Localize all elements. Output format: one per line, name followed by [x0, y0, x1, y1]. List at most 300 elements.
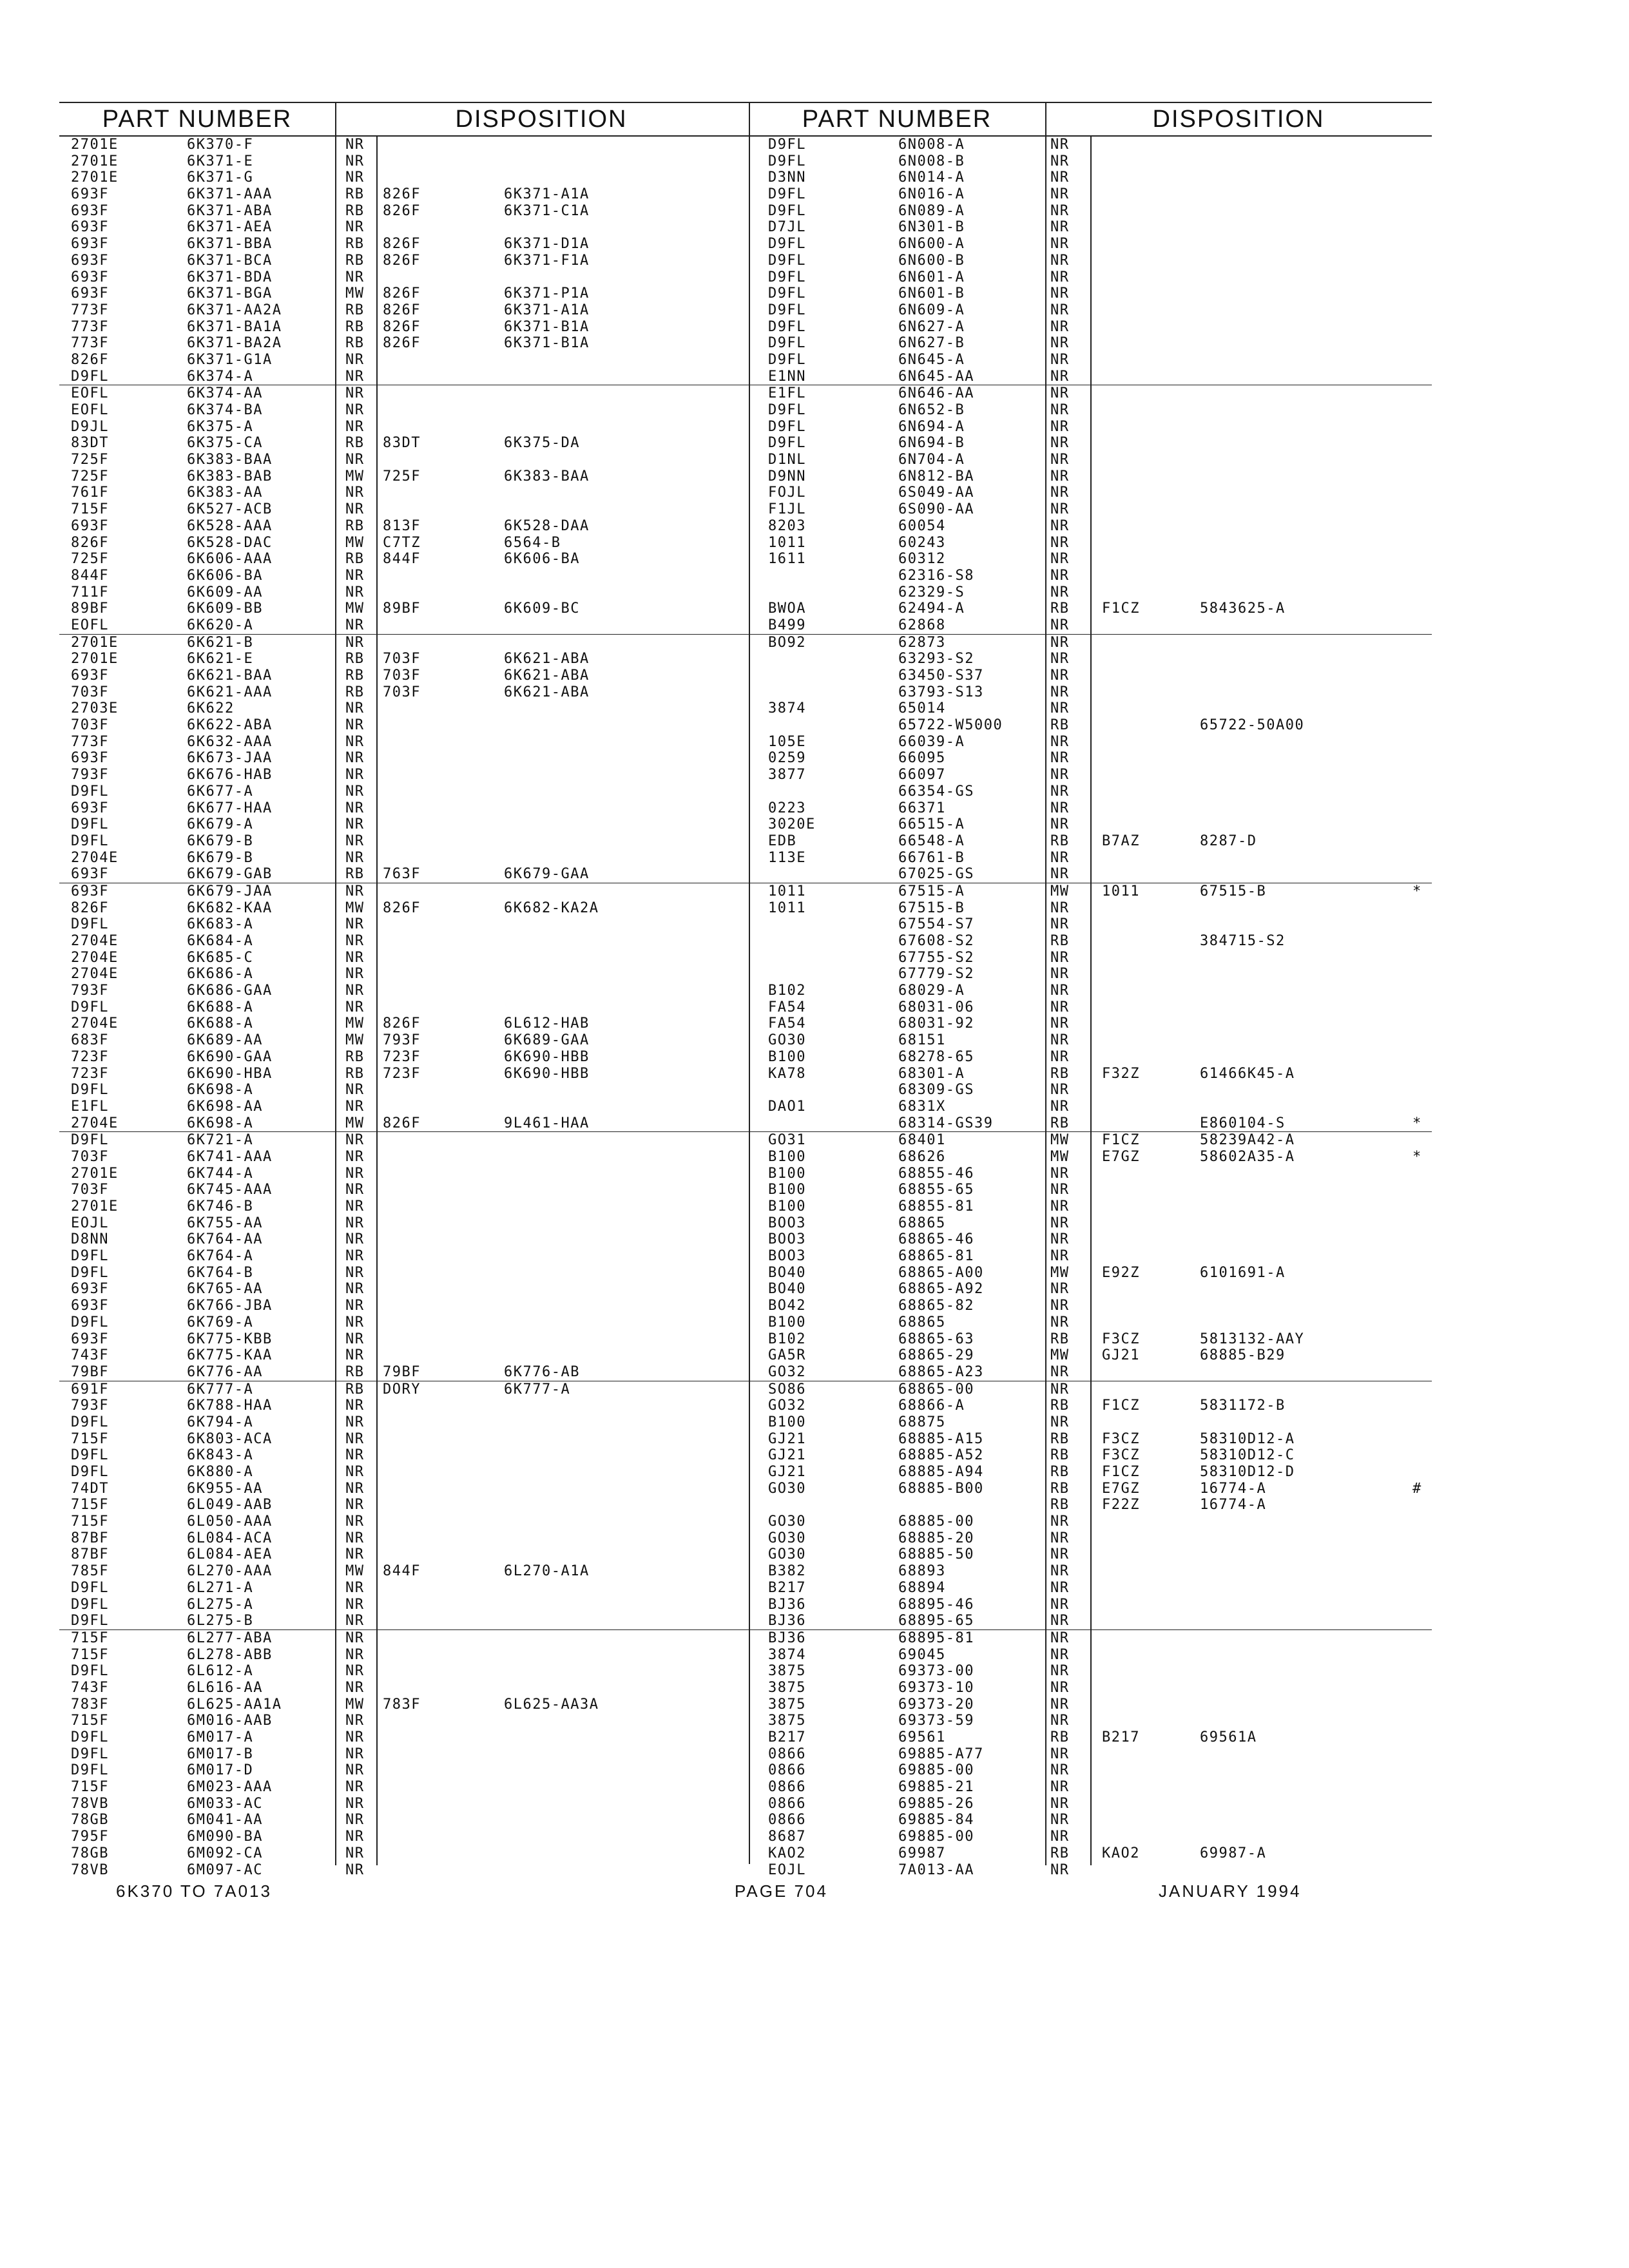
disposition-cell: NR: [1050, 269, 1070, 285]
disposition-cell: NR: [345, 966, 365, 983]
part-number-cell: 68865-29: [898, 1347, 974, 1364]
disposition-cell: NR: [345, 137, 365, 153]
prefix-cell: D9FL: [71, 1745, 109, 1762]
part-number-cell: 6K622-ABA: [187, 717, 273, 734]
part-number-cell: 69885-A77: [898, 1745, 984, 1762]
prefix-cell: BJ36: [768, 1613, 806, 1629]
part-number-cell: 67515-A: [898, 883, 965, 899]
prefix-cell: 693F: [71, 186, 109, 203]
part-number-cell: 6M016-AAB: [187, 1713, 273, 1729]
part-number-heading: PART NUMBER: [802, 106, 992, 133]
part-number-cell: 68885-50: [898, 1546, 974, 1563]
prefix-cell: GO32: [768, 1398, 806, 1414]
prefix-cell: 3875: [768, 1679, 806, 1696]
part-number-cell: 6K769-A: [187, 1314, 254, 1331]
table-row: [59, 1829, 749, 1845]
table-row: [59, 1215, 749, 1232]
prefix-cell: GO30: [768, 1546, 806, 1563]
prefix-cell: 78VB: [71, 1861, 109, 1878]
part-number-cell: 6M092-CA: [187, 1845, 263, 1861]
disposition-cell: NR: [1050, 202, 1070, 219]
prefix-cell: 2701E: [71, 137, 119, 153]
table-row: [59, 1082, 749, 1099]
part-number-cell: 6N609-A: [898, 302, 965, 318]
disposition-cell: NR: [1050, 485, 1070, 501]
part-number-cell: 62868: [898, 617, 946, 633]
part-number-cell: 68885-A15: [898, 1430, 984, 1447]
part-number-cell: 6K677-HAA: [187, 800, 273, 816]
disposition-cell: NR: [345, 983, 365, 999]
prefix-cell: 725F: [71, 452, 109, 468]
prefix-cell: B100: [768, 1048, 806, 1065]
disposition-cell: NR: [1050, 385, 1070, 402]
prefix-cell: 773F: [71, 302, 109, 318]
prefix-cell: D9FL: [71, 1314, 109, 1331]
part-number-cell: 66371: [898, 800, 946, 816]
disposition-cell: NR: [1050, 866, 1070, 883]
table-row: [59, 1563, 749, 1580]
part-number-cell: 69885-26: [898, 1795, 974, 1812]
disposition-cell: RB: [345, 1065, 365, 1082]
replacement-part-cell: 6L270-A1A: [504, 1563, 590, 1580]
part-number-cell: 65722-W5000: [898, 717, 1003, 734]
part-number-cell: 68865-A00: [898, 1264, 984, 1281]
disposition-cell: NR: [1050, 318, 1070, 335]
disposition-cell: NR: [345, 1298, 365, 1314]
prefix-cell: 0866: [768, 1795, 806, 1812]
disposition-cell: NR: [1050, 1514, 1070, 1530]
table-row: [59, 1115, 749, 1132]
part-number-cell: 6N016-A: [898, 186, 965, 203]
disposition-cell: NR: [345, 1713, 365, 1729]
table-row: [59, 219, 749, 236]
prefix-cell: 783F: [71, 1696, 109, 1713]
table-row: [59, 966, 749, 983]
disposition-cell: NR: [1050, 816, 1070, 833]
prefix-cell: 2704E: [71, 1015, 119, 1032]
table-row: [59, 269, 749, 286]
prefix-cell: B100: [768, 1414, 806, 1430]
replacement-prefix-cell: 703F: [383, 684, 421, 700]
part-number-cell: 68885-A94: [898, 1464, 984, 1480]
part-number-cell: 6K765-AA: [187, 1281, 263, 1298]
disposition-cell: NR: [1050, 351, 1070, 368]
disposition-cell: MW: [345, 899, 365, 916]
page-center-divider: [749, 102, 750, 1864]
part-number-cell: 6K679-B: [187, 849, 254, 866]
part-number-cell: 6K955-AA: [187, 1480, 263, 1497]
part-number-cell: 6K764-B: [187, 1264, 254, 1281]
table-row: [59, 452, 749, 468]
disposition-cell: NR: [345, 1795, 365, 1812]
table-row: [59, 634, 749, 651]
disposition-cell: NR: [345, 1132, 365, 1149]
prefix-cell: 715F: [71, 1713, 109, 1729]
disposition-cell: NR: [1050, 733, 1070, 750]
part-number-cell: 6K374-AA: [187, 385, 263, 402]
prefix-cell: 703F: [71, 684, 109, 700]
prefix-cell: D9FL: [768, 285, 806, 302]
prefix-cell: D9FL: [71, 816, 109, 833]
disposition-cell: NR: [1050, 551, 1070, 568]
part-number-cell: 6K755-AA: [187, 1215, 263, 1231]
part-number-cell: 6N089-A: [898, 202, 965, 219]
part-number-cell: 6K744-A: [187, 1165, 254, 1182]
table-row: [59, 302, 749, 319]
prefix-cell: 761F: [71, 485, 109, 501]
part-number-cell: 6M033-AC: [187, 1795, 263, 1812]
part-number-cell: 6K383-BAB: [187, 468, 273, 485]
disposition-cell: NR: [345, 1281, 365, 1298]
table-row: [59, 866, 749, 883]
replacement-part-cell: 58310D12-A: [1200, 1430, 1295, 1447]
part-number-cell: 6M017-B: [187, 1745, 254, 1762]
table-row: [59, 1680, 749, 1696]
prefix-cell: D9FL: [71, 1414, 109, 1430]
left-column-header: [59, 103, 749, 137]
part-number-cell: 69987: [898, 1845, 946, 1861]
part-number-cell: 68309-GS: [898, 1082, 974, 1099]
disposition-cell: NR: [1050, 285, 1070, 302]
prefix-cell: 3874: [768, 700, 806, 717]
disposition-cell: NR: [1050, 651, 1070, 668]
disposition-cell: NR: [1050, 335, 1070, 352]
replacement-prefix-cell: F1CZ: [1102, 1464, 1140, 1480]
prefix-cell: KA78: [768, 1065, 806, 1082]
replacement-part-cell: 8287-D: [1200, 832, 1257, 849]
disposition-cell: NR: [1050, 1579, 1070, 1596]
part-number-cell: 67025-GS: [898, 866, 974, 883]
prefix-cell: 693F: [71, 883, 109, 899]
part-number-cell: 63450-S37: [898, 668, 984, 684]
prefix-cell: D9FL: [768, 186, 806, 203]
disposition-cell: RB: [345, 1048, 365, 1065]
prefix-cell: D9FL: [71, 1464, 109, 1480]
prefix-cell: 703F: [71, 1182, 109, 1198]
part-number-cell: 69373-20: [898, 1696, 974, 1713]
disposition-cell: NR: [1050, 750, 1070, 767]
prefix-cell: F1JL: [768, 501, 806, 518]
replacement-part-cell: 16774-A: [1200, 1480, 1267, 1497]
part-number-cell: 6N008-B: [898, 153, 965, 169]
disposition-cell: NR: [345, 800, 365, 816]
prefix-cell: BO42: [768, 1298, 806, 1314]
part-number-cell: 6K741-AAA: [187, 1148, 273, 1165]
disposition-cell: NR: [345, 1679, 365, 1696]
prefix-cell: B100: [768, 1148, 806, 1165]
part-number-cell: 6K621-AAA: [187, 684, 273, 700]
footer-date: JANUARY 1994: [1159, 1881, 1302, 1901]
disposition-cell: MW: [345, 534, 365, 551]
prefix-cell: GJ21: [768, 1430, 806, 1447]
prefix-cell: 725F: [71, 551, 109, 568]
disposition-cell: NR: [345, 269, 365, 285]
part-number-cell: 6K777-A: [187, 1381, 254, 1398]
disposition-cell: NR: [1050, 534, 1070, 551]
table-row: [59, 816, 749, 833]
prefix-cell: D9NN: [768, 468, 806, 485]
part-number-cell: 6K679-GAB: [187, 866, 273, 883]
part-number-cell: 6K371-AEA: [187, 219, 273, 236]
disposition-cell: NR: [1050, 1629, 1070, 1646]
disposition-cell: NR: [1050, 418, 1070, 435]
part-number-cell: 62494-A: [898, 601, 965, 617]
part-number-cell: 6K683-A: [187, 916, 254, 933]
part-number-cell: 65014: [898, 700, 946, 717]
disposition-cell: NR: [345, 1414, 365, 1430]
prefix-cell: D9FL: [768, 236, 806, 253]
right-column: [749, 102, 1432, 1878]
disposition-cell: NR: [1050, 1779, 1070, 1796]
prefix-cell: 3875: [768, 1663, 806, 1680]
table-row: [59, 1746, 749, 1763]
part-number-cell: 68855-81: [898, 1198, 974, 1215]
replacement-prefix-cell: 844F: [383, 1563, 421, 1580]
prefix-cell: FOJL: [768, 485, 806, 501]
disposition-cell: NR: [1050, 899, 1070, 916]
part-number-cell: 6M023-AAA: [187, 1779, 273, 1796]
prefix-cell: B102: [768, 1331, 806, 1347]
table-row: [59, 435, 749, 452]
replacement-part-cell: 6K371-A1A: [504, 186, 590, 203]
disposition-cell: NR: [345, 1663, 365, 1680]
prefix-cell: 693F: [71, 1281, 109, 1298]
table-row: [59, 833, 749, 850]
disposition-cell: NR: [345, 219, 365, 236]
prefix-cell: B100: [768, 1165, 806, 1182]
table-row: [59, 419, 749, 436]
prefix-cell: 826F: [71, 534, 109, 551]
part-number-cell: 6K688-A: [187, 999, 254, 1015]
disposition-cell: RB: [1050, 1447, 1070, 1464]
prefix-cell: BWOA: [768, 601, 806, 617]
part-number-cell: 6S049-AA: [898, 485, 974, 501]
prefix-cell: D9FL: [71, 1762, 109, 1779]
replacement-part-cell: 6K679-GAA: [504, 866, 590, 883]
disposition-cell: RB: [345, 335, 365, 352]
table-row: [59, 767, 749, 783]
disposition-cell: NR: [345, 452, 365, 468]
disposition-cell: NR: [1050, 668, 1070, 684]
part-number-cell: 6N014-A: [898, 169, 965, 186]
disposition-cell: RB: [345, 668, 365, 684]
part-number-cell: 6K688-A: [187, 1015, 254, 1032]
part-number-cell: 6K371-BA2A: [187, 335, 282, 352]
replacement-part-cell: 69987-A: [1200, 1845, 1267, 1861]
prefix-cell: 2704E: [71, 849, 119, 866]
disposition-cell: NR: [1050, 849, 1070, 866]
disposition-cell: NR: [345, 1231, 365, 1248]
footer-page: PAGE 704: [735, 1881, 828, 1901]
disposition-cell: RB: [345, 186, 365, 203]
part-number-cell: 68893: [898, 1563, 946, 1580]
table-row: [59, 402, 749, 419]
part-number-cell: 6K685-C: [187, 949, 254, 966]
disposition-cell: NR: [1050, 1679, 1070, 1696]
disposition-cell: NR: [1050, 1165, 1070, 1182]
prefix-cell: D9FL: [71, 1663, 109, 1680]
table-row: [59, 700, 749, 717]
part-number-cell: 68895-81: [898, 1629, 974, 1646]
prefix-cell: D9FL: [71, 783, 109, 800]
table-row: [59, 253, 749, 269]
replacement-part-cell: 6K689-GAA: [504, 1032, 590, 1049]
part-number-cell: 6K843-A: [187, 1447, 254, 1464]
replacement-prefix-cell: 89BF: [383, 601, 421, 617]
replacement-prefix-cell: 79BF: [383, 1363, 421, 1380]
part-number-cell: 6K371-G: [187, 169, 254, 186]
disposition-cell: NR: [1050, 1563, 1070, 1580]
prefix-cell: 711F: [71, 584, 109, 601]
prefix-cell: D9FL: [71, 1579, 109, 1596]
disposition-cell: NR: [345, 1745, 365, 1762]
disposition-cell: NR: [345, 1480, 365, 1497]
part-number-cell: 69885-00: [898, 1762, 974, 1779]
part-number-cell: 62873: [898, 634, 946, 651]
disposition-cell: NR: [1050, 1812, 1070, 1829]
disposition-cell: NR: [1050, 800, 1070, 816]
part-number-cell: 6831X: [898, 1098, 946, 1115]
part-number-cell: 68031-06: [898, 999, 974, 1015]
part-number-cell: 6K686-A: [187, 966, 254, 983]
disposition-cell: NR: [1050, 1248, 1070, 1265]
disposition-cell: NR: [1050, 153, 1070, 169]
disposition-cell: NR: [1050, 1696, 1070, 1713]
part-number-cell: 6K698-A: [187, 1115, 254, 1131]
disposition-cell: NR: [1050, 1596, 1070, 1613]
prefix-cell: 793F: [71, 1398, 109, 1414]
disposition-cell: NR: [1050, 501, 1070, 518]
table-row: [59, 1613, 749, 1629]
replacement-prefix-cell: E7GZ: [1102, 1148, 1140, 1165]
prefix-cell: 693F: [71, 252, 109, 269]
part-number-cell: 6N008-A: [898, 137, 965, 153]
disposition-cell: NR: [1050, 1098, 1070, 1115]
replacement-prefix-cell: 813F: [383, 517, 421, 534]
part-number-cell: 6K794-A: [187, 1414, 254, 1430]
prefix-cell: 826F: [71, 899, 109, 916]
table-row: [59, 1298, 749, 1314]
disposition-cell: NR: [345, 999, 365, 1015]
prefix-cell: 105E: [768, 733, 806, 750]
prefix-cell: 844F: [71, 567, 109, 584]
table-row: [59, 1248, 749, 1265]
part-number-cell: 6K375-A: [187, 418, 254, 435]
replacement-prefix-cell: F1CZ: [1102, 1398, 1140, 1414]
replacement-part-cell: E860104-S: [1200, 1115, 1286, 1131]
disposition-cell: NR: [1050, 1745, 1070, 1762]
replacement-prefix-cell: E92Z: [1102, 1264, 1140, 1281]
replacement-part-cell: 6K383-BAA: [504, 468, 590, 485]
disposition-cell: NR: [345, 1248, 365, 1265]
prefix-cell: E1FL: [768, 385, 806, 402]
part-number-cell: 62316-S8: [898, 567, 974, 584]
part-number-cell: 68865-00: [898, 1381, 974, 1398]
part-number-cell: 63293-S2: [898, 651, 974, 668]
part-number-cell: 69373-59: [898, 1713, 974, 1729]
part-number-cell: 6N627-A: [898, 318, 965, 335]
table-row: [59, 717, 749, 734]
disposition-cell: NR: [1050, 700, 1070, 717]
prefix-cell: 83DT: [71, 435, 109, 452]
disposition-cell: RB: [1050, 832, 1070, 849]
replacement-prefix-cell: E7GZ: [1102, 1480, 1140, 1497]
prefix-cell: D9FL: [768, 335, 806, 352]
part-number-cell: 6K746-B: [187, 1198, 254, 1215]
prefix-cell: EDB: [768, 832, 797, 849]
replacement-part-cell: 58602A35-A: [1200, 1148, 1295, 1165]
disposition-cell: NR: [1050, 452, 1070, 468]
prefix-cell: 715F: [71, 501, 109, 518]
part-number-cell: 66515-A: [898, 816, 965, 833]
part-number-cell: 6S090-AA: [898, 501, 974, 518]
part-number-cell: 6K632-AAA: [187, 733, 273, 750]
table-row: [59, 1198, 749, 1215]
replacement-part-cell: 6K371-C1A: [504, 202, 590, 219]
replacement-prefix-cell: 826F: [383, 1115, 421, 1131]
disposition-cell: NR: [1050, 1082, 1070, 1099]
prefix-cell: GA5R: [768, 1347, 806, 1364]
part-number-cell: 68875: [898, 1414, 946, 1430]
part-number-cell: 66039-A: [898, 733, 965, 750]
part-number-cell: 6K371-G1A: [187, 351, 273, 368]
prefix-cell: D9FL: [768, 202, 806, 219]
disposition-cell: NR: [345, 933, 365, 949]
replacement-prefix-cell: 793F: [383, 1032, 421, 1049]
part-number-cell: 6N646-AA: [898, 385, 974, 402]
part-number-cell: 68301-A: [898, 1065, 965, 1082]
replacement-part-cell: 9L461-HAA: [504, 1115, 590, 1131]
disposition-cell: NR: [1050, 1198, 1070, 1215]
prefix-cell: D9FL: [71, 1082, 109, 1099]
part-number-cell: 6K690-GAA: [187, 1048, 273, 1065]
replacement-part-cell: 6564-B: [504, 534, 561, 551]
part-number-cell: 68865-81: [898, 1248, 974, 1265]
disposition-cell: NR: [345, 750, 365, 767]
prefix-cell: BOO3: [768, 1248, 806, 1265]
table-row: [59, 551, 749, 568]
disposition-cell: NR: [345, 1347, 365, 1364]
disposition-cell: NR: [345, 1812, 365, 1829]
part-number-cell: 69373-00: [898, 1663, 974, 1680]
disposition-cell: NR: [1050, 1298, 1070, 1314]
disposition-cell: NR: [345, 849, 365, 866]
disposition-code-divider: [376, 137, 378, 1865]
replacement-part-cell: 6L612-HAB: [504, 1015, 590, 1032]
replacement-prefix-cell: 826F: [383, 899, 421, 916]
prefix-cell: 113E: [768, 849, 806, 866]
prefix-cell: 2701E: [71, 1198, 119, 1215]
part-number-cell: 6K622: [187, 700, 235, 717]
table-row: [59, 1597, 749, 1613]
replacement-prefix-cell: F32Z: [1102, 1065, 1140, 1082]
prefix-cell: 725F: [71, 468, 109, 485]
disposition-cell: NR: [345, 1198, 365, 1215]
prefix-cell: FA54: [768, 999, 806, 1015]
replacement-part-cell: 6K528-DAA: [504, 517, 590, 534]
disposition-cell: MW: [345, 1696, 365, 1713]
disposition-cell: NR: [345, 1829, 365, 1845]
disposition-cell: NR: [1050, 1829, 1070, 1845]
disposition-cell: NR: [1050, 252, 1070, 269]
prefix-cell: 1011: [768, 883, 806, 899]
part-number-cell: 6L270-AAA: [187, 1563, 273, 1580]
disposition-cell: NR: [345, 634, 365, 651]
replacement-part-cell: 61466K45-A: [1200, 1065, 1295, 1082]
prefix-cell: B100: [768, 1182, 806, 1198]
disposition-cell: NR: [345, 1215, 365, 1231]
part-number-cell: 68626: [898, 1148, 946, 1165]
